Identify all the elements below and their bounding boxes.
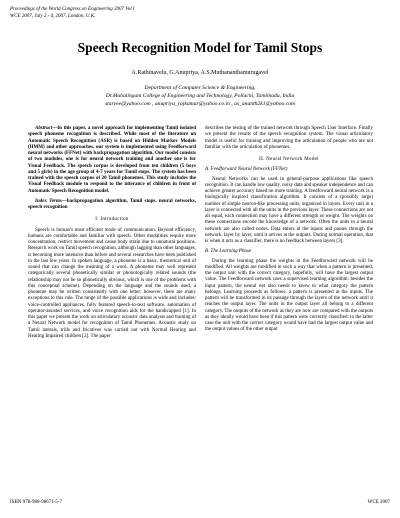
isbn-footer: ISBN:978-988-98671-5-7 [10,500,62,505]
index-terms [28,199,196,212]
abstract-text: —In this paper, a novel approach for implementing Tamil isolated speech phoneme recognition is described. While most of the literature on Automatic Speech Recognition (ASR) is based on Hidden Markov Models (HMM) and other approaches, our system is implemented using Feedforward neural networks (FFNet) with backpropagation algorithm. Our model consists of two modules, one is for neural network training and another one is for Visual Feedback. The speech corpus is developed from ten children (5 boys and 5 girls) in the age group of 4-7 years for Tamil stops. The system has been trained with the speech corpus of 20 Tamil phonemes. This study includes the Visual Feedback module to respond to the utterance of children in front of Automatic Speech Recognition model. [28,126,196,194]
affiliation-block [0,84,400,108]
ffnet-paragraph: Neural Networks can be used in general-purpose applications like speech recognition. It can handle low quality, noisy data and speaker independence and can achieve greater accuracy based on more training. A feedforward neural network is a biologically inspired classification algorithm. It consists of a (possibly large) number of simple neuron-like processing units, organized in layers. Every unit in a layer is connected with all the units in the previous layer. These connections are not all equal, each connection may have a different strength or weight. The weights on these connections encode the knowledge of a network. Often the units in a neural network are also called nodes. Data enters at the inputs and passes through the network, layer by layer, until it arrives at the outputs. During normal operation, that is when it acts as a classifier, there is no feedback between layers [3]. [205,176,373,244]
author-list: A.Rathinavelu, G.Anupriya, A.S.Muthananthamurugavel [131,70,269,76]
abstract-label: Abstract [35,126,53,131]
intro-continuation: describes the testing of the trained network through Speech User Interface. Finally we present the results of the speech recognition system. The visual articulatory model is useful for training and improving the articulation of people who are not familiar with the articulation of phonemes. [205,126,373,150]
section-heading-introduction: I. Introduction [95,217,129,223]
subsection-heading-learning-phase: B. The Learning Phase [205,249,252,255]
conference-footer: WCE 2007 [367,500,390,505]
section-heading-neural-network: II. Neural Network Model [259,157,319,162]
header-line-2: WCE 2007, July 2 - 4, 2007, London, U.K. [10,14,96,19]
author-emails: starvee@yahoo.com , anupriya_rajkumar@yahoo.co.in , as_ananth2k1@yahoo.com [104,101,296,107]
abstract [28,126,196,195]
proceedings-header [10,6,135,20]
introduction-paragraph: Speech is human's most efficient mode of communication. Beyond efficiency, humans are comfortable and familiar with speech. Other modalities require more concentration, restrict movement and cause body strain due to unnatural positions. Research work on Tamil speech recognition, although lagging than other languages, is becoming more intensive than before and several researches have been published in the last few years. In spoken language, a phoneme is a basic, theoretical unit of sound that can change the meaning of a word. A phoneme may well represent categorically several phonetically similar or phonologically related sounds (the relationship may not be so phonetically obvious, which is one of the problems with this conceptual scheme). Depending on the language and the sounds used, a phoneme may be written consistently with one letter; however, there are many exceptions to this rule. The range of the possible applications is wide and includes: voice-controlled appliances, fully featured speech-to-text software, automation of operator-assisted services, and voice recognition aids for the handicapped [1]. In this paper we present the work on articulatory acoustic data analysis and training of a Neural Network model for recognition of Tamil Phonemes. Acoustic study on Tamil laterals, trills and fricatives was carried out with Normal Hearing and Hearing Impaired children [2]. The paper [28,227,196,339]
right-column [205,126,373,334]
paper-title: Speech Recognition Model for Tamil Stops [77,40,323,55]
department: Department of Computer Science & Engineering, [144,85,256,91]
learning-phase-paragraph: During the learning phase the weights in the Feedforward network will be modified. All weights are modified in such a way that when a pattern is presented, the output unit with the correct category, hopefully, will have the largest output value. The Feedforward network uses a supervised learning algorithm: besides the input pattern, the neural net also needs to know to what category the pattern belongs. Learning proceeds as follows: a pattern is presented at the inputs. The pattern will be transformed in its passage through the layers of the network until it reaches the output layer. The units in the output layer all belong to a different category. The outputs of the network as they are now are compared with the outputs as they ideally would have been if this pattern were correctly classified: in the latter case the unit with the correct category would have had the largest output value and the output values of the other output [205,258,373,333]
college: Dr.Mahalingam College of Engineering and Technology, Pollachi, Tamilnadu, India [105,93,295,99]
left-column [28,126,196,340]
index-terms-label: Index Terms [35,198,62,204]
header-line-1: Proceedings of the World Congress on Engineering 2007 Vol I [10,7,135,12]
index-terms-text: —backpropagation algorithm, Tamil stops, neural networks, speech recognition [28,198,196,210]
subsection-heading-ffnet: A. Feedforward Neural Network (FFNet) [205,167,288,173]
